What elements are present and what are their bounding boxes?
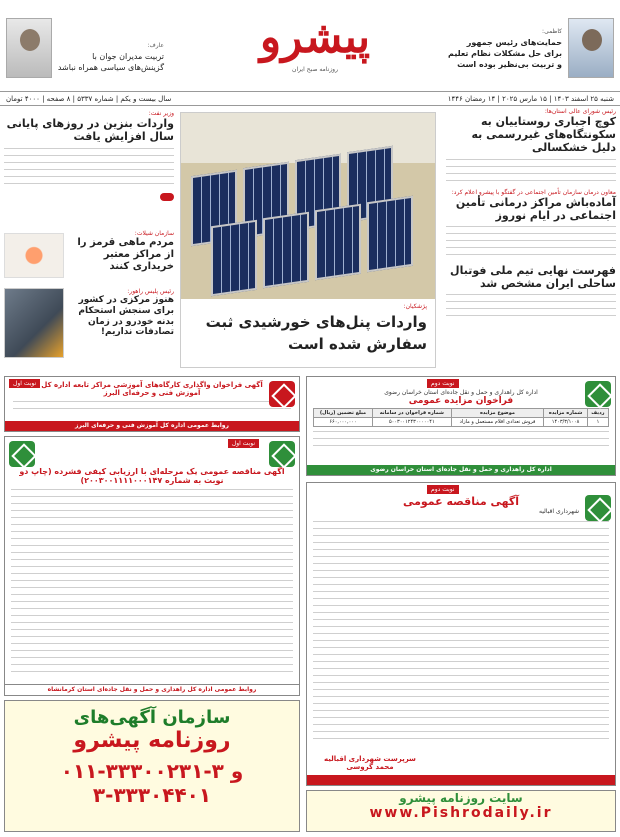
table-header: ردیف: [587, 409, 608, 418]
solar-panel: [211, 220, 257, 296]
portrait-photo: [568, 18, 614, 78]
story-beach-soccer[interactable]: [446, 264, 616, 322]
story-headline: فهرست نهایی تیم ملی فوتبال ساحلی ایران مشخص شد: [450, 263, 616, 291]
ad-signature: سرپرست شهرداری اقبالیه محمد گروسی: [324, 755, 416, 771]
ad-body: [313, 519, 609, 739]
ad-round-badge: نوبت اول: [9, 379, 40, 388]
ad-title: فراخوان مزایده عمومی: [408, 396, 514, 406]
story-goldfish[interactable]: [68, 230, 174, 273]
story-social-security[interactable]: [446, 189, 616, 258]
story-kicker: رئیس پلیس راهور:: [127, 288, 174, 295]
solar-panels-photo: [181, 113, 435, 299]
table-cell: فروش تعدادی اقلام مستعمل و مازاد: [451, 418, 543, 427]
dateline: [0, 92, 620, 106]
table-header: شماره مزایده: [544, 409, 588, 418]
story-body: [4, 146, 174, 186]
ads-office-box[interactable]: [4, 700, 300, 832]
ad-round-badge: نوبت دوم: [427, 379, 459, 388]
story-kicker: وزیر نفت:: [148, 110, 174, 117]
page-ref-badge: [160, 193, 174, 201]
story-body: [446, 224, 616, 258]
ad-eghbalieh-tender[interactable]: [306, 482, 616, 786]
auction-table: [313, 408, 609, 427]
story-headline: تربیت مدیران جوان با گزینش‌های سیاسی همراه نباشد: [57, 52, 164, 72]
ad-footer: اداره کل راهداری و حمل و نقل جاده‌ای استان خراسان رضوی: [307, 465, 615, 475]
right-column: [446, 108, 616, 368]
story-headline: آماده‌باش مراکز درمانی تأمین اجتماعی در ایام نوروز: [455, 195, 616, 222]
feature-story[interactable]: [180, 112, 436, 368]
ad-body: [313, 429, 609, 447]
ad-body: [11, 487, 293, 677]
story-gasoline[interactable]: [4, 110, 174, 205]
website-url[interactable]: www.Pishrodaily.ir: [369, 805, 553, 821]
ad-title: آگهی مناقصه عمومی یک مرحله‌ای با ارزیابی کیفی فشرده (چاپ دو نوبت به شماره ۲۰۰۳۰۰۱۱۱۱۰۰۰۱۴۷): [19, 467, 285, 485]
table-header: موضوع مزایده: [451, 409, 543, 418]
story-kicker: کاظمی:: [542, 28, 562, 35]
story-kicker: معاون درمان سازمان تأمین اجتماعی در گفتگو با پیشرو اعلام کرد:: [451, 188, 616, 196]
table-row: [314, 418, 609, 427]
story-headline: حمایت‌های رئیس جمهور برای حل مشکلات نظام تعلیم و تربیت بی‌نظیر بوده است: [448, 38, 562, 69]
story-kicker: سازمان شیلات:: [134, 230, 174, 237]
left-column: [4, 108, 174, 368]
ad-organization: شهرداری اقبالیه: [539, 508, 579, 515]
story-kicker: عارف:: [147, 42, 164, 49]
goldfish-photo: [4, 233, 64, 278]
table-cell: ۶۶۰,۰۰۰,۰۰۰: [314, 418, 373, 427]
logo-text: پیشرو: [259, 12, 371, 63]
story-body: [446, 157, 616, 183]
ads-office-line2: روزنامه پیشرو: [73, 728, 231, 753]
solar-panel: [263, 212, 309, 288]
portrait-photo: [6, 18, 52, 78]
ads-office-line1: سازمان آگهی‌های: [73, 707, 231, 728]
table-header: شماره فراخوان در سامانه: [372, 409, 451, 418]
story-headline: کوچ اجباری روستاییان به سکونتگاه‌های غیررسمی به دلیل خشکسالی: [471, 115, 616, 155]
organization-logo: [585, 381, 611, 407]
solar-panel: [315, 204, 361, 280]
table-cell: ۱۴۰۳/۳/۱۰۰۸: [544, 418, 588, 427]
ad-khorasan-auction[interactable]: [306, 376, 616, 476]
issue-info: سال بیست و یکم | شماره ۵۳۳۷ | ۸ صفحه | ۴۰۰۰ تومان: [6, 95, 172, 103]
ad-footer: روابط عمومی اداره کل راهداری و حمل و نقل جاده‌ای استان کرمانشاه: [5, 684, 299, 695]
organization-logo: [9, 441, 35, 467]
ad-title: آگهی فراخوان واگذاری کارگاه‌های آموزشی مراکز تابعه اداره کل آموزش فنی و حرفه‌ای البرز: [41, 381, 263, 397]
ad-organization: اداره کل راهداری و حمل و نقل جاده‌ای استان خراسان رضوی: [384, 389, 538, 396]
feature-headline: واردات پنل‌های خورشیدی ثبت سفارش شده است: [205, 313, 427, 353]
story-headline: واردات بنزین در روزهای پایانی سال افزایش یافت: [6, 117, 174, 144]
story-headline: مردم ماهی قرمز را از مراکز معتبر خریداری کنند: [77, 237, 174, 272]
ad-round-badge: نوبت اول: [228, 439, 259, 448]
story-kicker: رئیس شورای عالی استان‌ها:: [544, 108, 616, 115]
ad-title: آگهی مناقصه عمومی: [402, 495, 520, 508]
logo-subtitle: روزنامه صبح ایران: [292, 66, 338, 73]
website-title: سایت روزنامه پیشرو: [399, 791, 523, 805]
ad-round-badge: نوبت دوم: [427, 485, 459, 494]
ad-kermanshah-tender[interactable]: [4, 436, 300, 696]
ads-office-phones[interactable]: ۰۱۱-۳۳۳۰۰۲۳۱-۳ و ۳۳۳۰۴۴۰۱-۳: [60, 759, 244, 807]
solar-panel: [367, 196, 413, 272]
ad-alborz-vocational[interactable]: [4, 376, 300, 432]
organization-logo: [269, 381, 295, 407]
car-crash-photo: [4, 288, 64, 358]
table-cell: ۱: [587, 418, 608, 427]
organization-logo: [269, 441, 295, 467]
ad-footer-bar: [307, 775, 615, 785]
ad-footer: روابط عمومی اداره کل آموزش فنی و حرفه‌ای البرز: [5, 421, 299, 431]
masthead: [0, 0, 620, 92]
table-header: مبلغ تضمین (ریال): [314, 409, 373, 418]
story-headline: هنوز مرکزی در کشور برای سنجش استحکام بدنه خودرو در زمان تصادفات نداریم!: [78, 295, 174, 338]
masthead-left-story[interactable]: [4, 18, 164, 88]
story-body: [446, 292, 616, 322]
masthead-right-story[interactable]: [446, 18, 616, 88]
ad-body: [13, 399, 291, 411]
feature-kicker: پژشکیان:: [403, 303, 427, 310]
table-cell: ۵۰۰۳۰۰۱۲۴۳۰۰۰۰۰۴۱: [372, 418, 451, 427]
story-car-safety[interactable]: [68, 288, 174, 338]
story-migration[interactable]: [446, 108, 616, 183]
organization-logo: [585, 495, 611, 521]
issue-date: شنبه ۲۵ اسفند ۱۴۰۳ | ۱۵ مارس ۲۰۲۵ | ۱۴ رمضان ۱۴۴۶: [447, 95, 614, 103]
website-box[interactable]: [306, 790, 616, 832]
newspaper-logo: [250, 10, 380, 90]
